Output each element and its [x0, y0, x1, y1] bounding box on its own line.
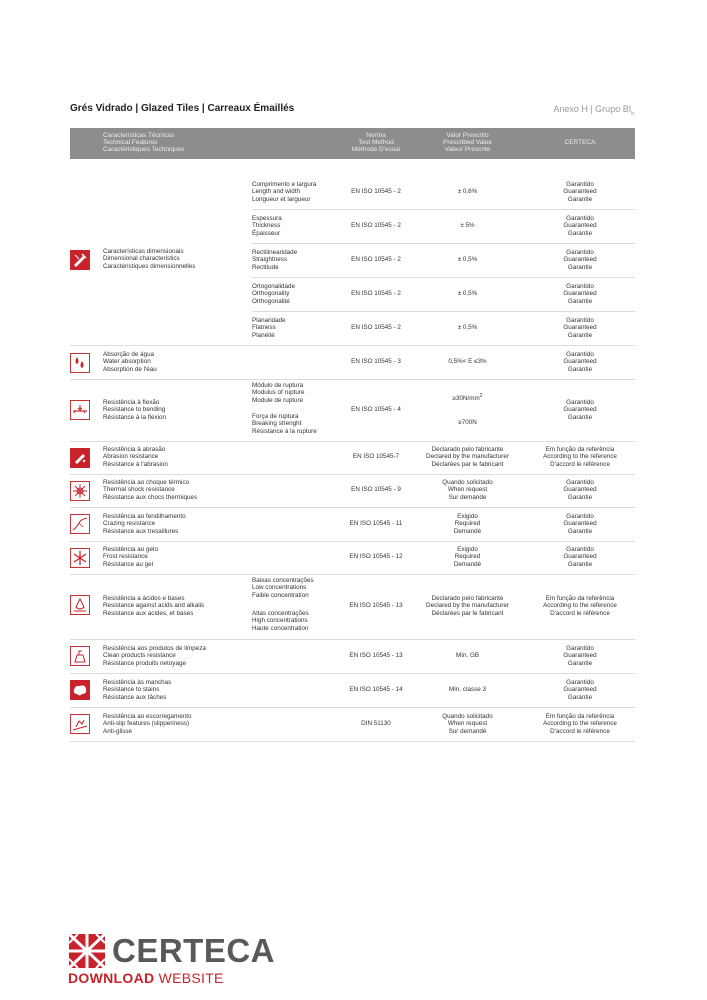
abrasion-icon	[70, 448, 90, 468]
document-title: Grés Vidrado | Glazed Tiles | Carreaux Émaillés	[70, 103, 295, 114]
row-frost: Resistência ao gelo Frost resistance Résistance au gel EN ISO 10545 - 12 Exigido Required Demandé Garantido Guaranteed Garantie	[70, 542, 635, 575]
sub-row-length: Comprimento e largura Length and width Longueur et largueur EN ISO 10545 - 2 ± 0,6% Garantido Guaranteed Garantie	[252, 176, 635, 210]
header-norm: Norma Test Method Méthode D'essai	[351, 132, 401, 153]
certeca-logo[interactable]	[68, 932, 276, 986]
sub-row-thickness: Espessura Thickness Épaisseur EN ISO 10545 - 2 ± 5% Garantido Guaranteed Garantie	[252, 210, 635, 244]
sub-row-straightness: Rectilinearidade Straightness Rectitude EN ISO 10545 - 2 ± 0,5% Garantido Guaranteed Garantie	[252, 244, 635, 278]
feature-name: Características dimensionais Dimensional characteristics Caractéristiques dimensionnelles	[103, 248, 196, 270]
header-certeca: CERTECA	[564, 139, 596, 146]
row-absorption: Absorção de água Water absorption Absorption de l'éau EN ISO 10545 - 3 0,5%< E ≤3% Garantido Guaranteed Garantie	[70, 346, 635, 380]
ruler-pencil-icon	[70, 250, 90, 270]
row-cleaning: Resistência aos produtos de limpeza Clean products resistance Résistance produits netoyage EN ISO 10545 - 13 Mín. GB Garantido Guaranteed Garantie	[70, 640, 635, 674]
table-header	[70, 128, 635, 159]
header-features: Características Técnicas Technical Features Caractéristiques Techniques	[103, 132, 185, 153]
row-crazing: Resistência ao fendilhamento Crazing resistance Résistance aux tresaillures EN ISO 10545 - 11 Exigido Required Demandé Garantido Guaranteed Garantie	[70, 508, 635, 542]
row-stains: Resistência às manchas Resistance to stains Résistance aux tâches EN ISO 10545 - 14 Mín. classe 3 Garantido Guaranteed Garantie	[70, 674, 635, 708]
sub-row-orthogonality: Ortogonalidade Orthogonality Orthogonalité EN ISO 10545 - 2 ± 0,5% Garantido Guaranteed Garantie	[252, 278, 635, 312]
row-abrasion: Resistência à abrasão Abrasion resistance Résistance à l'abrasion EN ISO 10545-7 Declarado pelo fabricante Declared by the manufacturer Déclarées par le fabricant Em função da referência According to the reference D'accord le référence	[70, 442, 635, 475]
snowflake-icon	[70, 548, 90, 568]
row-acids: Resistência a ácidos e bases Resistance against acids and alkalis Résistance aux acides, et bases Baixas concentrações Low concentrations Faible concentration Altas concentrações High concentrations Haute concentration EN ISO 10545 - 13 Declarado pelo fabricante Declared by the manufacturer Déclarées par le fabricant Em função da referência According to the reference D'accord le référence	[70, 575, 635, 640]
water-drops-icon	[70, 353, 90, 373]
bending-icon	[70, 400, 90, 420]
header-value: Valor Prescrito Prescribed Value Valeur Prescrite	[442, 132, 493, 153]
thermal-shock-icon	[70, 481, 90, 501]
row-thermal-shock: Resistência ao choque térmico Thermal shock resistance Résistance aux chocs thermiques EN ISO 10545 - 9 Quando solicitado When request Sur demande Garantido Guaranteed Garantie	[70, 475, 635, 508]
logo-name: CERTECA	[112, 932, 276, 969]
row-bending: Resistência à flexão Resistance to bending Résistance à la flexion Módulo de ruptura Modulus of rupture Module de rupture Força de ruptura Breaking strenght Résistance à la rupture EN ISO 10545 - 4 $\ge 30N/mm^2$ ≥700N Garantido Guaranteed Garantie	[70, 380, 635, 442]
download-website-link[interactable]: DOWNLOAD WEBSITE	[68, 970, 224, 986]
sub-row-flatness: Planaridade Flatness Planéité EN ISO 10545 - 2 ± 0,5% Garantido Guaranteed Garantie	[252, 317, 597, 339]
logo-mark-icon	[68, 933, 108, 973]
crazing-icon	[70, 514, 90, 534]
annex-label: Anexo H | Grupo $BI_b$	[553, 104, 634, 117]
anti-slip-icon	[70, 714, 90, 734]
stains-icon	[70, 680, 90, 700]
acid-drop-icon	[70, 595, 90, 615]
cleaning-products-icon	[70, 646, 90, 666]
row-anti-slip: Resistência ao escorregamento Anti-slip features (slipperiness) Anti-glisse DIN 51130 Quando solicitado When request Sur demandé Em função da referência According to the reference D'accord le référence	[70, 708, 635, 742]
row-dimensional	[70, 176, 635, 346]
technical-table	[70, 128, 635, 735]
